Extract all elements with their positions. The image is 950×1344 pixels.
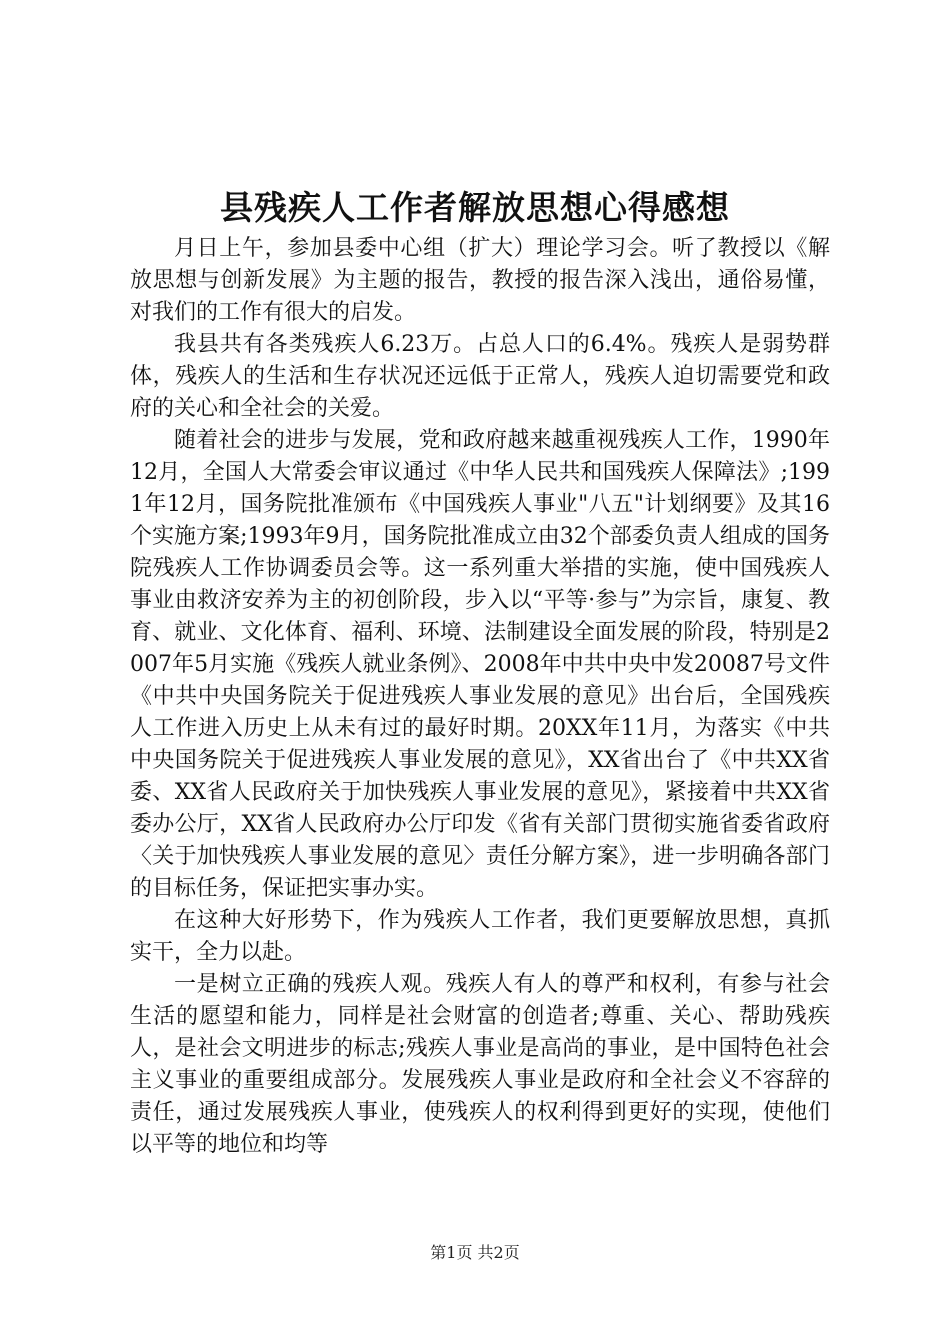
paragraph-1: 月日上午，参加县委中心组（扩大）理论学习会。听了教授以《解放思想与创新发展》为主题的报告，教授的报告深入浅出，通俗易懂，对我们的工作有很大的启发。 [130, 236, 830, 325]
document-title: 县残疾人工作者解放思想心得感想 [220, 188, 730, 227]
paragraph-2: 我县共有各类残疾人6.23万。占总人口的6.4%。残疾人是弱势群体，残疾人的生活和生存状况还远低于正常人，残疾人迫切需要党和政府的关心和全社会的关爱。 [130, 332, 830, 421]
document-body [130, 233, 830, 1161]
paragraph-4: 在这种大好形势下，作为残疾人工作者，我们更要解放思想，真抓实干，全力以赴。 [130, 908, 830, 965]
page-number-footer: 第1页 共2页 [430, 1243, 520, 1262]
paragraph-5: 一是树立正确的残疾人观。残疾人有人的尊严和权利，有参与社会生活的愿望和能力，同样是社会财富的创造者;尊重、关心、帮助残疾人，是社会文明进步的标志;残疾人事业是高尚的事业，是中国特色社会主义事业的重要组成部分。发展残疾人事业是政府和全社会义不容辞的责任，通过发展残疾人事业，使残疾人的权利得到更好的实现，使他们以平等的地位和均等 [130, 972, 830, 1157]
paragraph-3: 随着社会的进步与发展，党和政府越来越重视残疾人工作，1990年12月，全国人大常委会审议通过《中华人民共和国残疾人保障法》;1991年12月，国务院批准颁布《中国残疾人事业"八五"计划纲要》及其16个实施方案;1993年9月，国务院批准成立由32个部委负责人组成的国务院残疾人工作协调委员会等。这一系列重大举措的实施，使中国残疾人事业由救济安养为主的初创阶段，步入以“平等·参与”为宗旨，康复、教育、就业、文化体育、福利、环境、法制建设全面发展的阶段，特别是2007年5月实施《残疾人就业条例》、2008年中共中央中发20087号文件《中共中央国务院关于促进残疾人事业发展的意见》出台后，全国残疾人工作进入历史上从未有过的最好时期。20XX年11月，为落实《中共中央国务院关于促进残疾人事业发展的意见》，XX省出台了《中共XX省委、XX省人民政府关于加快残疾人事业发展的意见》，紧接着中共XX省委办公厅，XX省人民政府办公厅印发《省有关部门贯彻实施省委省政府〈关于加快残疾人事业发展的意见〉责任分解方案》，进一步明确各部门的目标任务，保证把实事办实。 [130, 428, 830, 901]
